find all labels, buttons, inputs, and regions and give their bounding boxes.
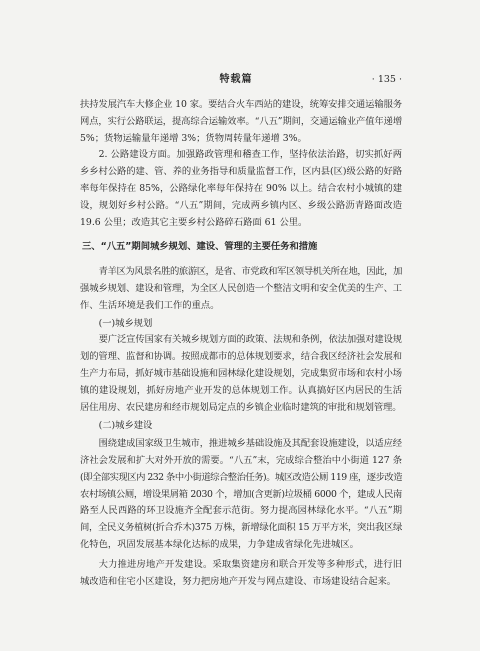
body-text-line: 农村场镇公厕，增设果屑箱 2030 个，增加(含更新)垃圾桶 6000 个，建成人民南 [80,488,402,500]
page-number: · 135 · [371,74,402,85]
body-text-line: 强城乡规划、建设和管理，为全区人民创造一个整洁文明和安全优美的生产、工 [80,282,402,294]
body-text-line: 设，规划好乡村公路。“八五”期间，完成两乡镇内区、乡级公路沥青路面改造 [80,199,402,211]
paragraph-urban-rural-planning [80,332,402,416]
body-text-line: 生产力布局，抓好城市基础设施和园林绿化建设规划，完成集贸市场和农村小场 [80,367,402,379]
paragraph-real-estate [80,557,402,591]
body-text-line: 5%；货物运输量年递增 3%；货物周转量年递增 3%。 [80,132,307,144]
subsection-heading-construction: (二)城乡建设 [98,420,153,432]
body-text-line: 化特色，巩固发展基本绿化达标的成果，力争建成省绿化先进城区。 [80,538,359,550]
body-text-line: 划的管理、监督和协调。按照成都市的总体规划要求，结合我区经济社会发展和 [80,351,402,363]
body-text-line: 城改造和住宅小区建设，努力把房地产开发与网点建设、市场建设结合起来。 [80,575,397,587]
page-body [80,97,402,590]
body-text-line: 网点，实行公路联运，提高综合运输效率。“八五”期间，交通运输业产值年递增 [80,115,402,127]
paragraph-highway-construction [80,147,402,231]
paragraph-urban-rural-construction [80,436,402,554]
body-text-line: 19.6 公里；改造其它主要乡村公路碎石路面 61 公里。 [80,216,308,228]
body-text-line: 居住用房、农民建房和经市规划局定点的乡镇企业临时建筑的审批和规划管理。 [80,401,402,413]
subsection-heading-planning: (一)城乡规划 [98,317,153,329]
body-text-line: 扶持发展汽车大修企业 10 家。要结合火车西站的建设，统筹安排交通运输服务 [80,99,402,110]
body-text-line: 路至人民西路的环卫设施齐全配套示范街。努力提高园林绿化水平。“八五”期 [80,505,402,517]
paragraph-transport-services [80,97,402,147]
section-heading: 三、“八五”期间城乡规划、建设、管理的主要任务和措施 [82,241,318,253]
body-text-line: 围绕建成国家级卫生城市，推进城乡基础设施及其配套设施建设，以适应经 [98,438,402,450]
body-text-line: 作、生活环境是我们工作的重点。 [80,299,220,311]
body-text-line: 乡乡村公路的建、管、养的业务指导和质量监督工作，区内县(区)级公路的好路 [80,166,402,178]
body-text-line: 要广泛宣传国家有关城乡规划方面的政策、法规和条例，依法加强对建设规 [98,334,402,346]
body-text-line: 间，全民义务植树(折合乔木)375 万株，新增绿化面积 15 万平方米，突出我区绿 [80,522,402,534]
body-text-line: 济社会发展和扩大对外开放的需要。“八五”末，完成综合整治中小街道 127 条 [80,454,402,466]
body-text-line: 大力推进房地产开发建设。采取集资建房和联合开发等多种形式，进行旧 [98,558,402,570]
running-header-section-title: 特载篇 [219,74,253,85]
body-text-line: 率每年保持在 85%，公路绿化率每年保持在 90% 以上。结合农村小城镇的建 [80,182,402,194]
body-text-line: 镇的建设规划，抓好房地产业开发的总体规划工作。认真搞好区内居民的生活 [80,384,402,396]
body-text-line: (即全部实现区内 232 条中小街道综合整治任务)。城区改造公厕 119 座，逐步改造 [80,471,402,483]
body-text-line: 青羊区为风景名胜的旅游区，是省、市党政和军区领导机关所在地，因此，加 [98,266,402,278]
body-text-line: 2. 公路建设方面。加强路政管理和稽查工作，坚持依法治路，切实抓好两 [98,149,402,161]
paragraph-intro [80,264,402,314]
